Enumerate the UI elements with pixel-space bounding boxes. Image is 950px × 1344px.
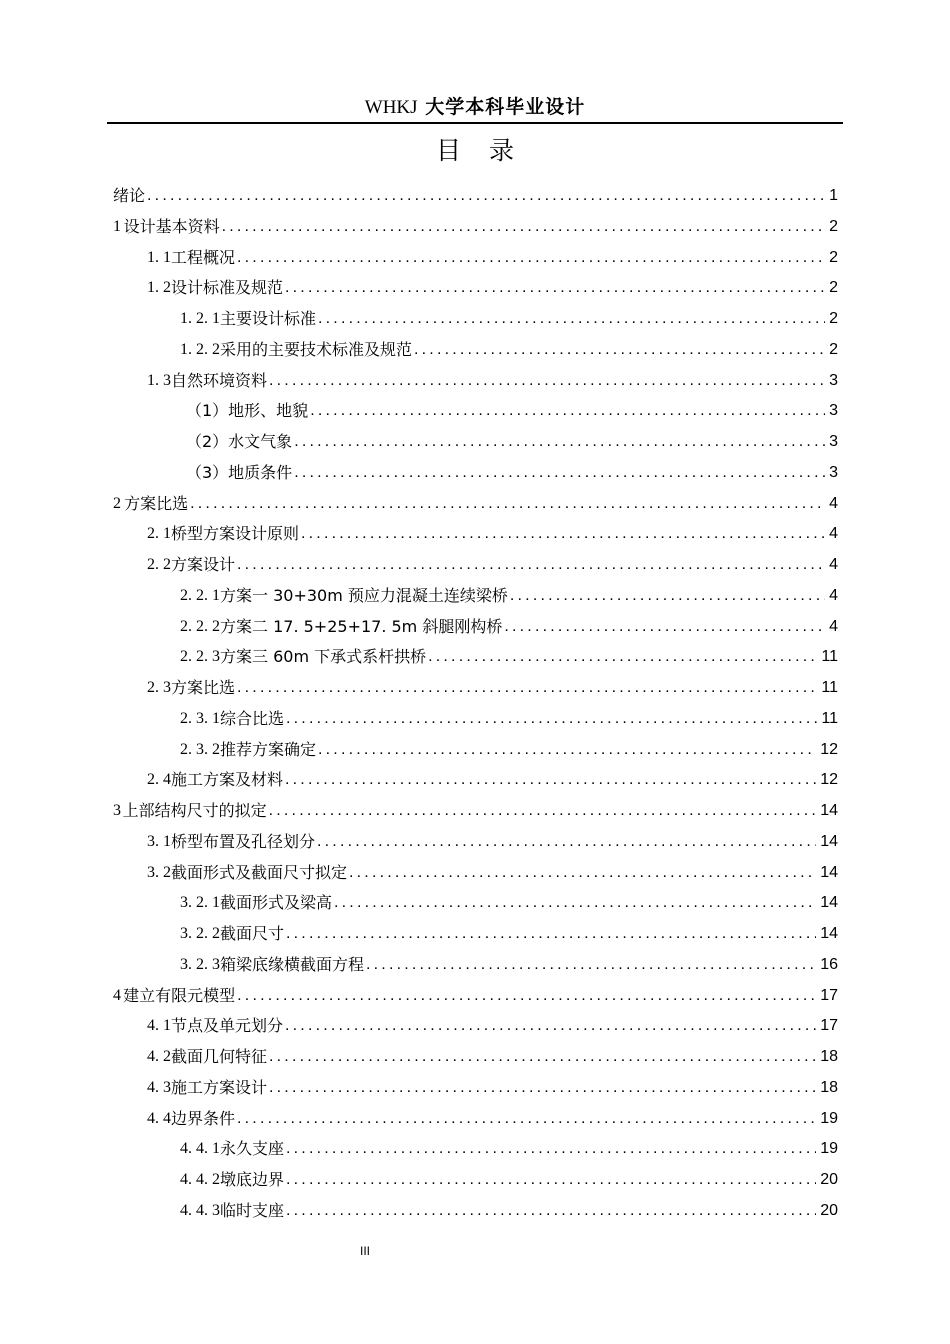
- toc-entry[interactable]: [186, 398, 838, 424]
- toc-entry-number: 2. 3. 2: [180, 740, 220, 758]
- toc-entry-label: 截面几何特征: [171, 1047, 268, 1066]
- toc-entry-number: 4. 4. 1: [180, 1140, 220, 1158]
- toc-dot-leader: [347, 860, 816, 886]
- toc-entry[interactable]: [147, 1106, 838, 1132]
- toc-entry[interactable]: [180, 644, 838, 670]
- toc-entry-label: 采用的主要技术标准及规范: [220, 339, 413, 359]
- toc-entry-number: 2. 2. 3: [180, 648, 220, 666]
- toc-entry-number: 1. 2. 1: [180, 310, 220, 327]
- toc-entry-number: 4. 2: [147, 1048, 171, 1065]
- toc-entry-number: 1. 3: [147, 371, 171, 389]
- toc-entry-page: 18: [820, 1078, 838, 1096]
- toc-entry[interactable]: [113, 214, 838, 240]
- toc-entry[interactable]: [180, 1198, 838, 1224]
- toc-entry-label: （1）地形、地貌: [186, 401, 309, 421]
- toc-entry-page: 11: [821, 709, 838, 727]
- toc-entry-page: 17: [820, 986, 838, 1004]
- toc-entry-page: 20: [820, 1201, 838, 1219]
- toc-dot-leader: [267, 798, 817, 824]
- toc-entry-page: 3: [829, 402, 838, 420]
- toc-entry[interactable]: [180, 1167, 838, 1193]
- toc-dot-leader: [283, 767, 816, 793]
- toc-entry-page: 14: [820, 925, 838, 942]
- toc-entry[interactable]: [186, 429, 838, 455]
- toc-entry[interactable]: [180, 337, 838, 363]
- toc-entry-label: 边界条件: [171, 1108, 236, 1128]
- page-number: III: [359, 1244, 370, 1258]
- toc-entry[interactable]: [180, 921, 838, 947]
- toc-entry-label: 节点及单元划分: [171, 1016, 284, 1036]
- toc-entry[interactable]: [180, 737, 838, 763]
- toc-entry-page: 17: [820, 1017, 838, 1035]
- toc-entry[interactable]: [147, 767, 838, 793]
- toc-entry-number: 4. 1: [147, 1017, 171, 1035]
- toc-entry-number: 3. 1: [147, 832, 171, 850]
- toc-entry-number: 4. 4. 3: [180, 1201, 220, 1219]
- toc-entry-page: 19: [820, 1109, 838, 1127]
- toc-entry-number: 1: [113, 217, 121, 235]
- toc-entry-page: 14: [820, 894, 838, 912]
- toc-dot-leader: [508, 583, 825, 609]
- toc-entry-label: 方案比选: [171, 678, 236, 697]
- toc-entry-label: （2）水文气象: [186, 432, 293, 451]
- toc-entry-label: 施工方案设计: [171, 1077, 268, 1097]
- toc-dot-leader: [188, 491, 825, 517]
- toc-entry-label: 桥型方案设计原则: [171, 524, 300, 544]
- toc-dot-leader: [315, 829, 816, 855]
- toc-entry-page: 4: [829, 617, 838, 635]
- toc-dot-leader: [283, 275, 825, 301]
- toc-entry-page: 2: [829, 217, 838, 235]
- toc-entry-number: 3: [113, 802, 121, 819]
- toc-entry-page: 11: [821, 679, 838, 696]
- toc-entry-page: 3: [829, 433, 838, 450]
- toc-entry-label: 建立有限元模型: [123, 985, 236, 1005]
- toc-entry-page: 16: [820, 955, 838, 973]
- toc-dot-leader: [308, 398, 825, 424]
- toc-entry-label: （3）地质条件: [186, 462, 293, 482]
- toc-entry-number: 4. 4. 2: [180, 1171, 220, 1188]
- toc-dot-leader: [235, 1106, 816, 1132]
- toc-entry[interactable]: [147, 829, 838, 855]
- toc-entry-label: 推荐方案确定: [220, 739, 317, 759]
- toc-dot-leader: [299, 521, 825, 547]
- toc-dot-leader: [220, 214, 826, 240]
- toc-entry-page: 2: [829, 340, 838, 358]
- toc-entry[interactable]: [180, 306, 838, 332]
- toc-entry-number: 3. 2: [147, 863, 171, 881]
- toc-dot-leader: [292, 460, 825, 486]
- toc-dot-leader: [284, 1136, 816, 1162]
- toc-entry-number: 3. 2. 3: [180, 955, 220, 973]
- toc-entry-number: 1. 1: [147, 248, 171, 266]
- toc-entry[interactable]: [147, 675, 838, 701]
- toc-dot-leader: [502, 614, 825, 640]
- toc-entry-number: 3. 2. 1: [180, 894, 220, 912]
- toc-dot-leader: [284, 1167, 816, 1193]
- toc-dot-leader: [267, 1044, 816, 1070]
- toc-dot-leader: [235, 983, 816, 1009]
- toc-entry-label: 设计标准及规范: [171, 278, 284, 298]
- toc-entry-page: 3: [829, 463, 838, 481]
- toc-entry-label: 方案比选: [124, 493, 189, 513]
- toc-entry-page: 12: [820, 771, 838, 789]
- toc-entry[interactable]: [147, 245, 838, 271]
- toc-entry-page: 2: [829, 248, 838, 266]
- toc-entry-page: 20: [820, 1171, 838, 1188]
- toc-dot-leader: [316, 306, 825, 332]
- toc-entry-number: 4. 4: [147, 1109, 171, 1127]
- toc-entry-number: 2. 3: [147, 679, 171, 696]
- toc-entry-label: 方案二 17. 5+25+17. 5m 斜腿刚构桥: [220, 616, 503, 636]
- header-cn: 大学本科毕业设计: [425, 96, 586, 118]
- toc-entry-label: 方案三 60m 下承式系杆拱桥: [220, 647, 427, 667]
- toc-dot-leader: [267, 368, 825, 394]
- header-latin: WHKJ: [364, 97, 418, 118]
- toc-entry-label: 桥型布置及孔径划分: [171, 831, 316, 851]
- toc-entry-label: 箱梁底缘横截面方程: [220, 954, 365, 974]
- toc-dot-leader: [267, 1075, 816, 1101]
- toc-entry[interactable]: [147, 1013, 838, 1039]
- toc-entry-label: 墩底边界: [220, 1170, 285, 1189]
- toc-entry-label: 方案一 30+30m 预应力混凝土连续梁桥: [220, 585, 508, 605]
- toc-entry[interactable]: [147, 1075, 838, 1101]
- toc-dot-leader: [284, 706, 817, 732]
- toc-entry-page: 14: [820, 863, 838, 881]
- toc-dot-leader: [235, 552, 825, 578]
- toc-entry-page: 11: [821, 648, 838, 666]
- toc-entry-label: 自然环境资料: [171, 370, 268, 390]
- toc-dot-leader: [283, 1013, 816, 1039]
- toc-entry-label: 方案设计: [171, 555, 236, 574]
- toc-dot-leader: [426, 644, 817, 670]
- toc-entry[interactable]: [186, 460, 838, 486]
- toc-dot-leader: [235, 675, 817, 701]
- toc-entry-page: 14: [820, 832, 838, 850]
- toc-entry-page: 2: [829, 310, 838, 327]
- toc-entry[interactable]: [180, 952, 838, 978]
- toc-entry-label: 施工方案及材料: [171, 770, 284, 790]
- toc-entry[interactable]: [113, 983, 838, 1009]
- toc-entry-label: 工程概况: [171, 247, 236, 267]
- page-header: [107, 92, 843, 124]
- toc-entry-number: 2. 3. 1: [180, 709, 220, 727]
- toc-entry-label: 截面尺寸: [220, 924, 285, 943]
- toc-entry-page: 18: [820, 1048, 838, 1065]
- toc-entry[interactable]: [180, 1136, 838, 1162]
- toc-entry-page: 4: [829, 525, 838, 543]
- toc-entry-number: 2. 2: [147, 556, 171, 573]
- toc-dot-leader: [364, 952, 816, 978]
- toc-entry-label: 永久支座: [220, 1139, 285, 1159]
- toc-dot-leader: [292, 429, 825, 455]
- toc-entry[interactable]: [113, 491, 838, 517]
- toc-dot-leader: [332, 890, 816, 916]
- toc-entry-label: 上部结构尺寸的拟定: [122, 801, 267, 820]
- toc-entry[interactable]: [147, 860, 838, 886]
- toc-entry-number: 4. 3: [147, 1078, 171, 1096]
- toc-entry[interactable]: [147, 521, 838, 547]
- toc-dot-leader: [284, 1198, 816, 1224]
- toc-entry[interactable]: [180, 890, 838, 916]
- toc-dot-leader: [316, 737, 816, 763]
- toc-entry-number: 绪: [113, 186, 130, 205]
- toc-entry-label: 截面形式及梁高: [220, 893, 333, 913]
- toc-entry-number: 2. 4: [147, 771, 171, 789]
- toc-entry-number: 2. 1: [147, 525, 171, 543]
- toc-entry-number: 1. 2: [147, 279, 171, 297]
- toc-entry-page: 4: [829, 494, 838, 512]
- header-title: [365, 92, 585, 123]
- toc-dot-leader: [284, 921, 816, 947]
- toc-entry-label: 论: [129, 186, 146, 205]
- toc-entry-page: 4: [829, 556, 838, 573]
- toc-entry-number: 3. 2. 2: [180, 925, 220, 942]
- toc-entry-number: 4: [113, 986, 121, 1004]
- toc-entry-page: 14: [820, 802, 838, 819]
- toc-entry-label: 综合比选: [220, 708, 285, 728]
- toc-entry[interactable]: [180, 614, 838, 640]
- toc-entry[interactable]: [147, 1044, 838, 1070]
- toc-entry-page: 19: [820, 1140, 838, 1158]
- toc-entry-label: 临时支座: [220, 1200, 285, 1220]
- toc-entry-label: 设计基本资料: [123, 216, 220, 236]
- toc-entry-page: 2: [829, 279, 838, 297]
- toc-entry-number: 1. 2. 2: [180, 340, 220, 358]
- toc-entry-number: 2: [113, 494, 121, 512]
- toc-dot-leader: [145, 183, 825, 209]
- toc-dot-leader: [235, 245, 825, 271]
- toc-entry-page: 3: [829, 371, 838, 389]
- toc-entry[interactable]: [180, 583, 838, 609]
- toc-entry[interactable]: [113, 798, 838, 824]
- toc-entry-number: 2. 2. 1: [180, 586, 220, 604]
- toc-entry[interactable]: [147, 368, 838, 394]
- toc-entry[interactable]: [180, 706, 838, 732]
- toc-entry-page: 12: [820, 740, 838, 758]
- toc-entry-label: 主要设计标准: [220, 309, 317, 328]
- toc-entry-page: 1: [829, 187, 838, 204]
- toc-dot-leader: [412, 337, 825, 363]
- toc-entry[interactable]: [147, 552, 838, 578]
- toc-entry-label: 截面形式及截面尺寸拟定: [171, 862, 348, 882]
- toc-entry[interactable]: [147, 275, 838, 301]
- toc-entry-number: 2. 2. 2: [180, 617, 220, 635]
- toc-title: 目录: [435, 136, 542, 165]
- toc-entry-page: 4: [829, 586, 838, 604]
- toc-entry[interactable]: [113, 183, 838, 209]
